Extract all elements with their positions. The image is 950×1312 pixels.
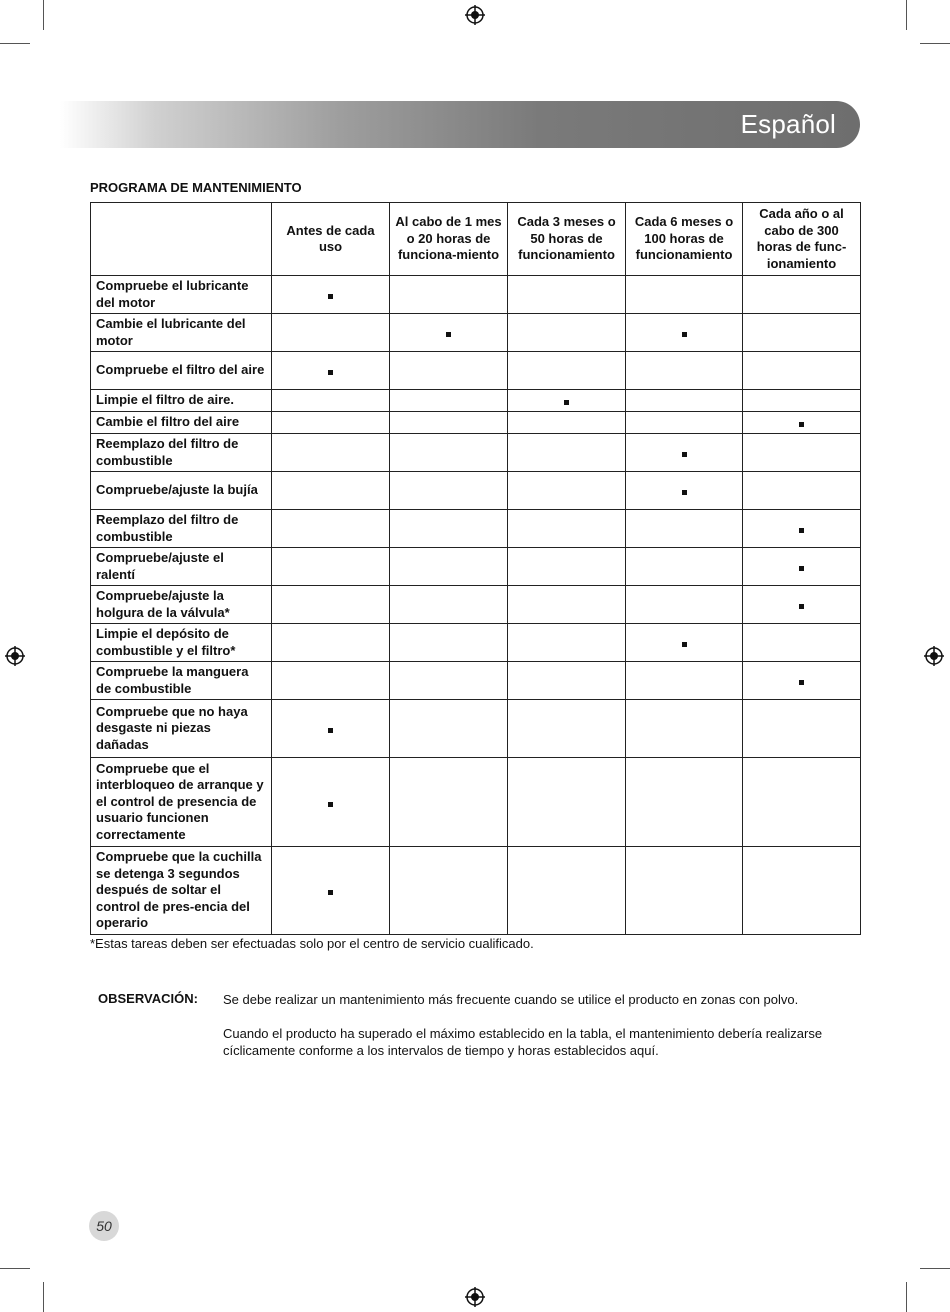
interval-cell: [390, 700, 508, 758]
interval-cell: [272, 847, 390, 935]
interval-cell: [272, 390, 390, 412]
column-header: [91, 203, 272, 276]
interval-cell: [390, 758, 508, 847]
interval-cell: [272, 624, 390, 662]
footnote: *Estas tareas deben ser efectuadas solo por el centro de servicio cualificado.: [90, 936, 534, 951]
interval-cell: [390, 510, 508, 548]
interval-cell: [508, 472, 626, 510]
crop-mark: [906, 0, 907, 30]
interval-cell: [272, 586, 390, 624]
interval-cell: [272, 412, 390, 434]
task-cell: Compruebe el filtro del aire: [91, 352, 272, 390]
interval-cell: [508, 586, 626, 624]
task-cell: Compruebe que no haya desgaste ni piezas dañadas: [91, 700, 272, 758]
note-paragraph: Se debe realizar un mantenimiento más frecuente cuando se utilice el producto en zonas con polvo.: [223, 992, 799, 1007]
crop-mark: [0, 43, 30, 44]
interval-cell: [743, 758, 861, 847]
interval-cell: [743, 510, 861, 548]
table-row: [91, 412, 861, 434]
table-row: [91, 434, 861, 472]
language-title: Español: [740, 109, 836, 139]
page-number: 50: [89, 1211, 119, 1241]
interval-cell: [743, 412, 861, 434]
column-header: Cada 6 meses o 100 horas de funcionamiento: [626, 203, 743, 276]
crop-mark: [0, 1268, 30, 1269]
interval-cell: [626, 314, 743, 352]
interval-cell: [743, 314, 861, 352]
interval-cell: [390, 624, 508, 662]
interval-cell: [743, 624, 861, 662]
interval-cell: [390, 314, 508, 352]
interval-cell: [626, 390, 743, 412]
task-cell: Compruebe/ajuste la bujía: [91, 472, 272, 510]
interval-cell: [508, 758, 626, 847]
square-bullet-icon: [799, 680, 804, 685]
interval-cell: [508, 624, 626, 662]
square-bullet-icon: [799, 604, 804, 609]
interval-cell: [390, 390, 508, 412]
interval-cell: [626, 472, 743, 510]
task-cell: Compruebe la manguera de combustible: [91, 662, 272, 700]
task-cell: Compruebe que la cuchilla se detenga 3 segundos después de soltar el control de pres-encia del operario: [91, 847, 272, 935]
interval-cell: [626, 352, 743, 390]
square-bullet-icon: [328, 294, 333, 299]
square-bullet-icon: [328, 802, 333, 807]
table-row: [91, 276, 861, 314]
interval-cell: [272, 758, 390, 847]
table-row: [91, 847, 861, 935]
task-cell: Compruebe/ajuste la holgura de la válvula*: [91, 586, 272, 624]
interval-cell: [743, 352, 861, 390]
interval-cell: [508, 548, 626, 586]
interval-cell: [743, 548, 861, 586]
interval-cell: [743, 700, 861, 758]
interval-cell: [743, 662, 861, 700]
interval-cell: [508, 510, 626, 548]
task-cell: Limpie el depósito de combustible y el filtro*: [91, 624, 272, 662]
interval-cell: [626, 624, 743, 662]
crop-mark: [920, 1268, 950, 1269]
column-header: Al cabo de 1 mes o 20 horas de funciona-miento: [390, 203, 508, 276]
table-row: [91, 390, 861, 412]
task-cell: Cambie el lubricante del motor: [91, 314, 272, 352]
square-bullet-icon: [564, 400, 569, 405]
interval-cell: [626, 662, 743, 700]
table-row: [91, 314, 861, 352]
interval-cell: [508, 847, 626, 935]
square-bullet-icon: [328, 890, 333, 895]
note-paragraph: Cuando el producto ha superado el máximo establecido en la tabla, el mantenimiento debería realizarse cíclicamente conforme a los intervalos de tiempo y horas establecidos aquí.: [223, 1026, 823, 1058]
interval-cell: [272, 276, 390, 314]
registration-mark-icon: [465, 1287, 485, 1307]
table-row: [91, 352, 861, 390]
interval-cell: [272, 472, 390, 510]
table-row: [91, 586, 861, 624]
task-cell: Cambie el filtro del aire: [91, 412, 272, 434]
table-row: [91, 548, 861, 586]
language-header-band: [60, 101, 860, 148]
task-cell: Reemplazo del filtro de combustible: [91, 434, 272, 472]
interval-cell: [508, 390, 626, 412]
interval-cell: [743, 472, 861, 510]
interval-cell: [508, 662, 626, 700]
column-header: Antes de cada uso: [272, 203, 390, 276]
interval-cell: [390, 434, 508, 472]
interval-cell: [626, 276, 743, 314]
registration-mark-icon: [5, 646, 25, 666]
table-header-row: [91, 203, 861, 276]
interval-cell: [626, 700, 743, 758]
table-row: [91, 758, 861, 847]
interval-cell: [626, 758, 743, 847]
column-header: Cada 3 meses o 50 horas de funcionamiento: [508, 203, 626, 276]
square-bullet-icon: [682, 642, 687, 647]
interval-cell: [626, 412, 743, 434]
interval-cell: [743, 434, 861, 472]
square-bullet-icon: [799, 422, 804, 427]
square-bullet-icon: [446, 332, 451, 337]
interval-cell: [272, 352, 390, 390]
interval-cell: [390, 352, 508, 390]
interval-cell: [508, 434, 626, 472]
interval-cell: [390, 548, 508, 586]
table-row: [91, 700, 861, 758]
interval-cell: [508, 276, 626, 314]
table-row: [91, 472, 861, 510]
interval-cell: [508, 352, 626, 390]
task-cell: Limpie el filtro de aire.: [91, 390, 272, 412]
interval-cell: [508, 700, 626, 758]
square-bullet-icon: [682, 490, 687, 495]
interval-cell: [390, 662, 508, 700]
interval-cell: [626, 586, 743, 624]
interval-cell: [272, 662, 390, 700]
registration-mark-icon: [465, 5, 485, 25]
interval-cell: [390, 847, 508, 935]
note-label: OBSERVACIÓN:: [98, 991, 198, 1006]
interval-cell: [743, 276, 861, 314]
square-bullet-icon: [799, 566, 804, 571]
square-bullet-icon: [328, 370, 333, 375]
task-cell: Compruebe el lubricante del motor: [91, 276, 272, 314]
interval-cell: [390, 472, 508, 510]
interval-cell: [272, 434, 390, 472]
interval-cell: [272, 314, 390, 352]
column-header: Cada año o al cabo de 300 horas de func-ionamiento: [743, 203, 861, 276]
interval-cell: [743, 586, 861, 624]
interval-cell: [272, 700, 390, 758]
interval-cell: [626, 510, 743, 548]
interval-cell: [390, 412, 508, 434]
interval-cell: [272, 510, 390, 548]
crop-mark: [920, 43, 950, 44]
table-row: [91, 662, 861, 700]
interval-cell: [508, 412, 626, 434]
square-bullet-icon: [682, 452, 687, 457]
interval-cell: [390, 276, 508, 314]
task-cell: Reemplazo del filtro de combustible: [91, 510, 272, 548]
registration-mark-icon: [924, 646, 944, 666]
interval-cell: [743, 847, 861, 935]
interval-cell: [390, 586, 508, 624]
interval-cell: [626, 847, 743, 935]
table-row: [91, 624, 861, 662]
square-bullet-icon: [682, 332, 687, 337]
interval-cell: [626, 434, 743, 472]
crop-mark: [43, 1282, 44, 1312]
crop-mark: [43, 0, 44, 30]
task-cell: Compruebe/ajuste el ralentí: [91, 548, 272, 586]
interval-cell: [508, 314, 626, 352]
maintenance-schedule-table: [90, 202, 861, 935]
square-bullet-icon: [799, 528, 804, 533]
section-title: PROGRAMA DE MANTENIMIENTO: [90, 180, 302, 195]
interval-cell: [272, 548, 390, 586]
task-cell: Compruebe que el interbloqueo de arranque y el control de presencia de usuario funcionen correctamente: [91, 758, 272, 847]
table-row: [91, 510, 861, 548]
square-bullet-icon: [328, 728, 333, 733]
interval-cell: [743, 390, 861, 412]
interval-cell: [626, 548, 743, 586]
crop-mark: [906, 1282, 907, 1312]
